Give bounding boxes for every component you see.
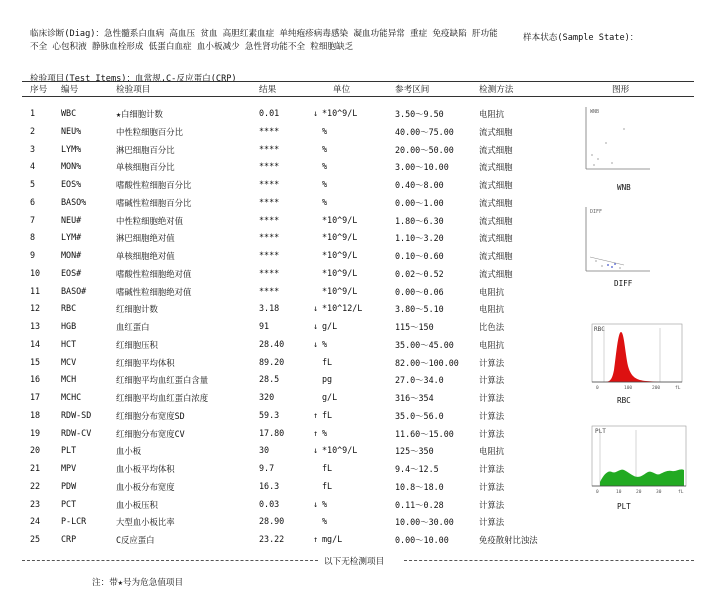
row-reference: 35.0～56.0 bbox=[395, 410, 444, 421]
header-no: 序号 bbox=[30, 85, 48, 95]
row-reference: 0.00～1.00 bbox=[395, 197, 444, 208]
row-no: 21 bbox=[30, 463, 41, 473]
row-reference: 10.8～18.0 bbox=[395, 481, 444, 492]
plt-caption: PLT bbox=[617, 502, 631, 511]
row-name: 大型血小板比率 bbox=[116, 517, 175, 528]
row-unit: % bbox=[322, 498, 328, 509]
rbc-histogram bbox=[590, 322, 686, 390]
row-method: 流式细胞 bbox=[479, 197, 513, 208]
header-result: 结果 bbox=[259, 85, 277, 95]
row-result: 0.03 bbox=[259, 498, 280, 509]
row-name: 中性粒细胞百分比 bbox=[116, 126, 183, 137]
row-reference: 0.00～10.00 bbox=[395, 535, 449, 545]
row-name: 淋巴细胞绝对值 bbox=[116, 233, 175, 244]
row-reference: 1.80～6.30 bbox=[395, 215, 444, 226]
plt-tick-20: 20 bbox=[636, 490, 642, 494]
row-result: **** bbox=[259, 125, 280, 136]
row-no: 20 bbox=[30, 445, 41, 456]
row-result: 91 bbox=[259, 321, 270, 331]
row-code: RDW-CV bbox=[61, 427, 92, 438]
row-code: MCH bbox=[61, 374, 77, 385]
header-name: 检验项目 bbox=[116, 85, 151, 95]
row-flag: ↓ bbox=[313, 445, 319, 456]
row-code: CRP bbox=[61, 534, 77, 544]
row-no: 6 bbox=[30, 196, 36, 207]
header-figure: 图形 bbox=[612, 85, 630, 95]
row-code: EOS# bbox=[61, 267, 82, 278]
row-reference: 27.0～34.0 bbox=[395, 375, 444, 386]
row-reference: 0.40～8.00 bbox=[395, 180, 444, 190]
table-header bbox=[0, 83, 714, 95]
row-unit: % bbox=[322, 427, 328, 438]
row-flag: ↓ bbox=[313, 321, 319, 331]
table-row bbox=[0, 286, 714, 300]
row-flag: ↑ bbox=[313, 534, 319, 544]
row-code: WBC bbox=[61, 108, 77, 118]
row-unit: % bbox=[322, 196, 328, 207]
row-code: BASO% bbox=[61, 196, 87, 207]
row-unit: g/L bbox=[322, 321, 338, 331]
row-reference: 9.4～12.5 bbox=[395, 464, 439, 474]
row-no: 18 bbox=[30, 409, 41, 420]
plt-tick-10: 10 bbox=[616, 490, 622, 494]
row-no: 19 bbox=[30, 427, 41, 438]
row-reference: 115～150 bbox=[395, 322, 434, 332]
row-method: 流式细胞 bbox=[479, 180, 513, 190]
row-name: 红细胞分布宽度SD bbox=[116, 410, 185, 421]
row-name: 红细胞平均体积 bbox=[116, 357, 175, 368]
row-reference: 40.00～75.00 bbox=[395, 126, 454, 137]
row-unit: % bbox=[322, 179, 328, 189]
critical-value-note: 注：带★号为危急值项目 bbox=[92, 578, 184, 588]
row-unit: % bbox=[322, 143, 328, 154]
row-reference: 125～350 bbox=[395, 446, 434, 457]
row-reference: 35.00～45.00 bbox=[395, 339, 454, 350]
row-code: RBC bbox=[61, 303, 77, 314]
row-unit: *10^9/L bbox=[322, 445, 358, 456]
row-no: 25 bbox=[30, 534, 41, 544]
row-no: 3 bbox=[30, 143, 36, 154]
row-code: PCT bbox=[61, 498, 77, 509]
row-name: 嗜碱性粒细胞百分比 bbox=[116, 197, 192, 208]
row-name: 红细胞分布宽度CV bbox=[116, 428, 185, 439]
row-code: MCV bbox=[61, 356, 77, 367]
row-method: 计算法 bbox=[479, 410, 505, 421]
row-reference: 0.11～0.28 bbox=[395, 499, 444, 510]
row-name: 红细胞计数 bbox=[116, 304, 158, 315]
row-result: 28.40 bbox=[259, 338, 285, 349]
row-result: 17.80 bbox=[259, 427, 285, 438]
clinical-diagnosis: 临床诊断(Diag)：急性髓系白血病 高血压 贫血 高胆红素血症 单纯疱疹病毒感染 凝血功能异常 重症 免疫缺陷 肝功能不全 心包积液 静脉血栓形成 低蛋白血症 血小板减少 急性肾功能不全 粒细胞缺乏 bbox=[30, 29, 498, 52]
header-reference: 参考区间 bbox=[395, 85, 430, 95]
row-method: 计算法 bbox=[479, 357, 505, 368]
row-unit: *10^9/L bbox=[322, 232, 358, 243]
row-result: **** bbox=[259, 143, 280, 154]
row-name: C反应蛋白 bbox=[116, 535, 155, 545]
row-no: 5 bbox=[30, 179, 36, 189]
row-name: 红细胞平均血红蛋白浓度 bbox=[116, 393, 209, 403]
header-method: 检测方法 bbox=[479, 85, 514, 95]
row-method: 流式细胞 bbox=[479, 126, 513, 137]
plt-label: PLT bbox=[595, 428, 606, 435]
header-unit: 单位 bbox=[333, 85, 351, 95]
row-no: 22 bbox=[30, 480, 41, 491]
wnb-scattergram bbox=[582, 105, 652, 177]
row-unit: *10^9/L bbox=[322, 267, 358, 278]
row-name: 嗜酸性粒细胞绝对值 bbox=[116, 268, 192, 279]
row-unit: g/L bbox=[322, 392, 338, 402]
header-bottom-rule bbox=[22, 96, 694, 97]
row-reference: 3.80～5.10 bbox=[395, 304, 444, 315]
row-no: 1 bbox=[30, 108, 36, 118]
row-method: 免疫散射比浊法 bbox=[479, 535, 538, 545]
row-method: 流式细胞 bbox=[479, 144, 513, 155]
row-code: HGB bbox=[61, 321, 77, 331]
row-method: 流式细胞 bbox=[479, 233, 513, 244]
row-reference: 3.50～9.50 bbox=[395, 109, 444, 119]
row-unit: pg bbox=[322, 374, 333, 385]
row-result: 30 bbox=[259, 445, 270, 456]
rbc-tick-100: 100 bbox=[624, 386, 633, 390]
row-method: 计算法 bbox=[479, 464, 505, 474]
row-reference: 10.00～30.00 bbox=[395, 517, 454, 528]
row-name: 血小板 bbox=[116, 446, 142, 457]
row-result: 3.18 bbox=[259, 303, 280, 314]
row-unit: % bbox=[322, 125, 328, 136]
row-code: LYM# bbox=[61, 232, 82, 243]
row-no: 23 bbox=[30, 498, 41, 509]
row-reference: 20.00～50.00 bbox=[395, 144, 454, 155]
row-no: 11 bbox=[30, 285, 41, 296]
row-name: 嗜碱性粒细胞绝对值 bbox=[116, 286, 192, 297]
row-flag: ↓ bbox=[313, 338, 319, 349]
row-method: 计算法 bbox=[479, 517, 505, 528]
rbc-label: RBC bbox=[594, 326, 605, 333]
row-code: MPV bbox=[61, 463, 77, 473]
row-unit: fL bbox=[322, 480, 333, 491]
header-code: 编号 bbox=[61, 85, 79, 95]
row-reference: 0.10～0.60 bbox=[395, 251, 444, 261]
plt-histogram bbox=[590, 424, 690, 494]
table-row bbox=[0, 392, 714, 406]
end-of-results: 以下无检测项目 bbox=[324, 557, 385, 567]
row-unit: fL bbox=[322, 463, 333, 473]
row-result: 28.90 bbox=[259, 516, 285, 527]
row-no: 7 bbox=[30, 214, 36, 225]
row-code: LYM% bbox=[61, 143, 82, 154]
row-no: 24 bbox=[30, 516, 41, 527]
row-result: 0.01 bbox=[259, 108, 280, 118]
row-flag: ↓ bbox=[313, 303, 319, 314]
row-no: 12 bbox=[30, 303, 41, 314]
row-code: HCT bbox=[61, 338, 77, 349]
row-unit: % bbox=[322, 516, 328, 527]
wnb-caption: WNB bbox=[617, 183, 631, 192]
table-row bbox=[0, 499, 714, 513]
row-method: 流式细胞 bbox=[479, 251, 513, 261]
diff-label: DIFF bbox=[590, 209, 603, 215]
rbc-caption: RBC bbox=[617, 396, 631, 405]
row-method: 流式细胞 bbox=[479, 162, 513, 173]
table-row bbox=[0, 410, 714, 424]
row-name: 单核细胞百分比 bbox=[116, 162, 175, 173]
row-unit: *10^9/L bbox=[322, 250, 358, 260]
row-name: 血小板压积 bbox=[116, 499, 158, 510]
row-no: 16 bbox=[30, 374, 41, 385]
row-no: 2 bbox=[30, 125, 36, 136]
row-method: 计算法 bbox=[479, 499, 505, 510]
row-unit: *10^9/L bbox=[322, 285, 358, 296]
row-result: **** bbox=[259, 214, 280, 225]
rbc-tick-200: 200 bbox=[652, 386, 661, 390]
row-no: 13 bbox=[30, 321, 41, 331]
row-code: PLT bbox=[61, 445, 77, 456]
row-reference: 1.10～3.20 bbox=[395, 233, 444, 244]
row-reference: 0.02～0.52 bbox=[395, 268, 444, 279]
row-reference: 0.00～0.06 bbox=[395, 286, 444, 297]
test-items: 检验项目(Test Items)：血常规,C-反应蛋白(CRP) bbox=[30, 74, 237, 84]
row-result: 89.20 bbox=[259, 356, 285, 367]
row-reference: 82.00～100.00 bbox=[395, 357, 459, 368]
row-name: 血小板平均体积 bbox=[116, 464, 175, 474]
row-result: 23.22 bbox=[259, 534, 285, 544]
row-unit: % bbox=[322, 338, 328, 349]
row-reference: 3.00～10.00 bbox=[395, 162, 449, 173]
row-unit: fL bbox=[322, 409, 333, 420]
row-result: 320 bbox=[259, 392, 275, 402]
row-no: 17 bbox=[30, 392, 41, 402]
row-method: 电阻抗 bbox=[479, 339, 505, 350]
row-method: 流式细胞 bbox=[479, 215, 513, 226]
row-name: 淋巴细胞百分比 bbox=[116, 144, 175, 155]
row-unit: fL bbox=[322, 356, 333, 367]
row-name: 嗜酸性粒细胞百分比 bbox=[116, 180, 192, 190]
row-flag: ↑ bbox=[313, 427, 319, 438]
row-method: 比色法 bbox=[479, 322, 505, 332]
sample-state: 样本状态(Sample State)： bbox=[523, 33, 639, 43]
row-name: 单核细胞绝对值 bbox=[116, 251, 175, 261]
row-method: 计算法 bbox=[479, 428, 505, 439]
row-unit: *10^9/L bbox=[322, 108, 358, 118]
row-no: 4 bbox=[30, 161, 36, 172]
row-name: 中性粒细胞绝对值 bbox=[116, 215, 183, 226]
row-reference: 316～354 bbox=[395, 393, 434, 403]
end-rule-left bbox=[22, 560, 318, 561]
table-row bbox=[0, 303, 714, 317]
row-flag: ↑ bbox=[313, 409, 319, 420]
plt-tick-unit: fL bbox=[678, 490, 684, 494]
row-code: BASO# bbox=[61, 285, 87, 296]
row-result: **** bbox=[259, 232, 280, 243]
row-unit: mg/L bbox=[322, 534, 343, 544]
row-method: 电阻抗 bbox=[479, 109, 505, 119]
row-code: NEU# bbox=[61, 214, 82, 225]
row-result: 16.3 bbox=[259, 480, 280, 491]
rbc-tick-0: 0 bbox=[596, 386, 599, 390]
row-flag: ↓ bbox=[313, 498, 319, 509]
plt-tick-30: 30 bbox=[656, 490, 662, 494]
row-name: 血小板分布宽度 bbox=[116, 481, 175, 492]
row-no: 10 bbox=[30, 267, 41, 278]
row-no: 14 bbox=[30, 338, 41, 349]
row-result: 28.5 bbox=[259, 374, 280, 385]
rbc-tick-unit: fL bbox=[675, 386, 681, 390]
row-code: MON% bbox=[61, 161, 82, 172]
row-code: PDW bbox=[61, 480, 77, 491]
row-name: 红细胞平均血红蛋白含量 bbox=[116, 375, 209, 386]
row-flag: ↓ bbox=[313, 108, 319, 118]
row-code: MON# bbox=[61, 250, 82, 260]
row-method: 流式细胞 bbox=[479, 268, 513, 279]
row-result: 59.3 bbox=[259, 409, 280, 420]
row-unit: % bbox=[322, 161, 328, 172]
row-result: **** bbox=[259, 196, 280, 207]
row-code: RDW-SD bbox=[61, 409, 92, 420]
row-name: 红细胞压积 bbox=[116, 339, 158, 350]
row-reference: 11.60～15.00 bbox=[395, 428, 454, 439]
diff-scattergram bbox=[582, 205, 652, 275]
row-result: **** bbox=[259, 161, 280, 172]
row-unit: *10^9/L bbox=[322, 214, 358, 225]
row-result: 9.7 bbox=[259, 463, 275, 473]
row-method: 电阻抗 bbox=[479, 286, 505, 297]
row-method: 计算法 bbox=[479, 481, 505, 492]
header-top-rule bbox=[22, 81, 694, 82]
table-row bbox=[0, 179, 714, 193]
row-name: ★白细胞计数 bbox=[116, 109, 163, 119]
row-code: EOS% bbox=[61, 179, 82, 189]
wnb-label: WNB bbox=[590, 109, 600, 115]
row-no: 8 bbox=[30, 232, 36, 243]
row-method: 计算法 bbox=[479, 375, 505, 386]
row-result: **** bbox=[259, 285, 280, 296]
row-method: 电阻抗 bbox=[479, 304, 505, 315]
row-result: **** bbox=[259, 267, 280, 278]
row-code: MCHC bbox=[61, 392, 82, 402]
row-method: 计算法 bbox=[479, 393, 505, 403]
row-name: 血红蛋白 bbox=[116, 322, 150, 332]
row-method: 电阻抗 bbox=[479, 446, 505, 457]
table-row bbox=[0, 534, 714, 548]
diff-caption: DIFF bbox=[614, 279, 633, 288]
row-result: **** bbox=[259, 250, 280, 260]
row-no: 15 bbox=[30, 356, 41, 367]
row-code: P-LCR bbox=[61, 516, 87, 527]
row-unit: *10^12/L bbox=[322, 303, 363, 314]
row-no: 9 bbox=[30, 250, 36, 260]
end-rule-right bbox=[404, 560, 694, 561]
row-result: **** bbox=[259, 179, 280, 189]
plt-tick-0: 0 bbox=[596, 490, 599, 494]
row-code: NEU% bbox=[61, 125, 82, 136]
table-row bbox=[0, 516, 714, 530]
